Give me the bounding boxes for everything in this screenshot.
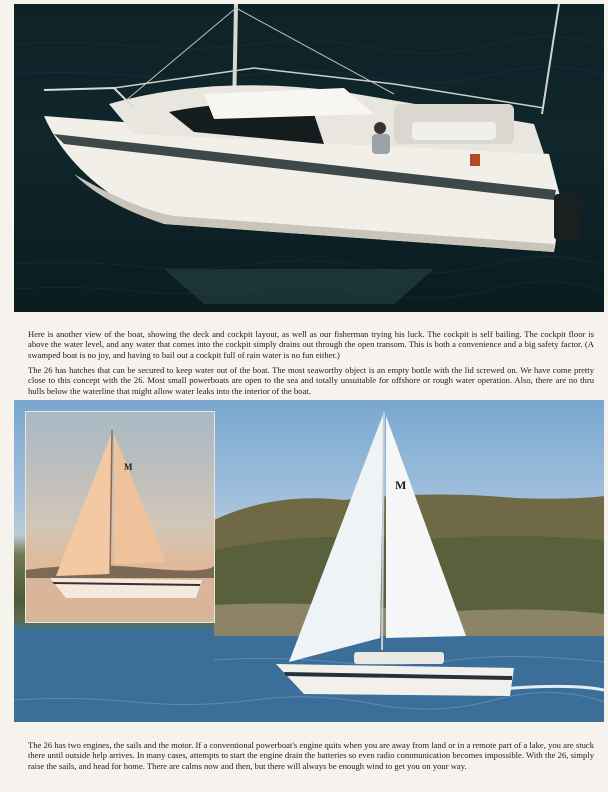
sunset-sail-inset-photo [25,411,215,623]
deck-cockpit-photo [14,4,604,312]
inset-sail-logo: M [124,462,133,472]
caption-deck-view: Here is another view of the boat, showing the deck and cockpit layout, as well as our fisherman trying his luck. The cockpit is self bailing. The cockpit floor is above the water level, and any water that comes into the cockpit simply drains out through the open transom. This is both a convenience and a big safety factor. (A swamped boat is no joy, and having to bail out a cockpit full of rain water is no fun either.) [28,328,594,360]
sunset-sail-illustration [26,412,214,622]
caption-engines: The 26 has two engines, the sails and the motor. If a conventional powerboat's engine quits when you are away from land or in a remote part of a lake, you are stuck there until outside help arrives. In many cases, attempts to start the engine drain the batteries so even radio communication becomes impossible. With the 26, simply raise the sails, and head for home. There are calms now and then, but there will always be enough wind to get you on your way. [28,739,594,771]
caption-hatches: The 26 has hatches that can be secured to keep water out of the boat. The most seaworthy object is an empty bottle with the lid screwed on. We have come pretty close to this concept with the 26. Most small powerboats are open to the sea and totally unsuitable for offshore or rough water operation. Also, there are no thru hulls below the waterline that might allow water leaks into the interior of the boat. [28,364,594,396]
sail-logo: M [395,478,407,492]
deck-cockpit-illustration [14,4,604,312]
